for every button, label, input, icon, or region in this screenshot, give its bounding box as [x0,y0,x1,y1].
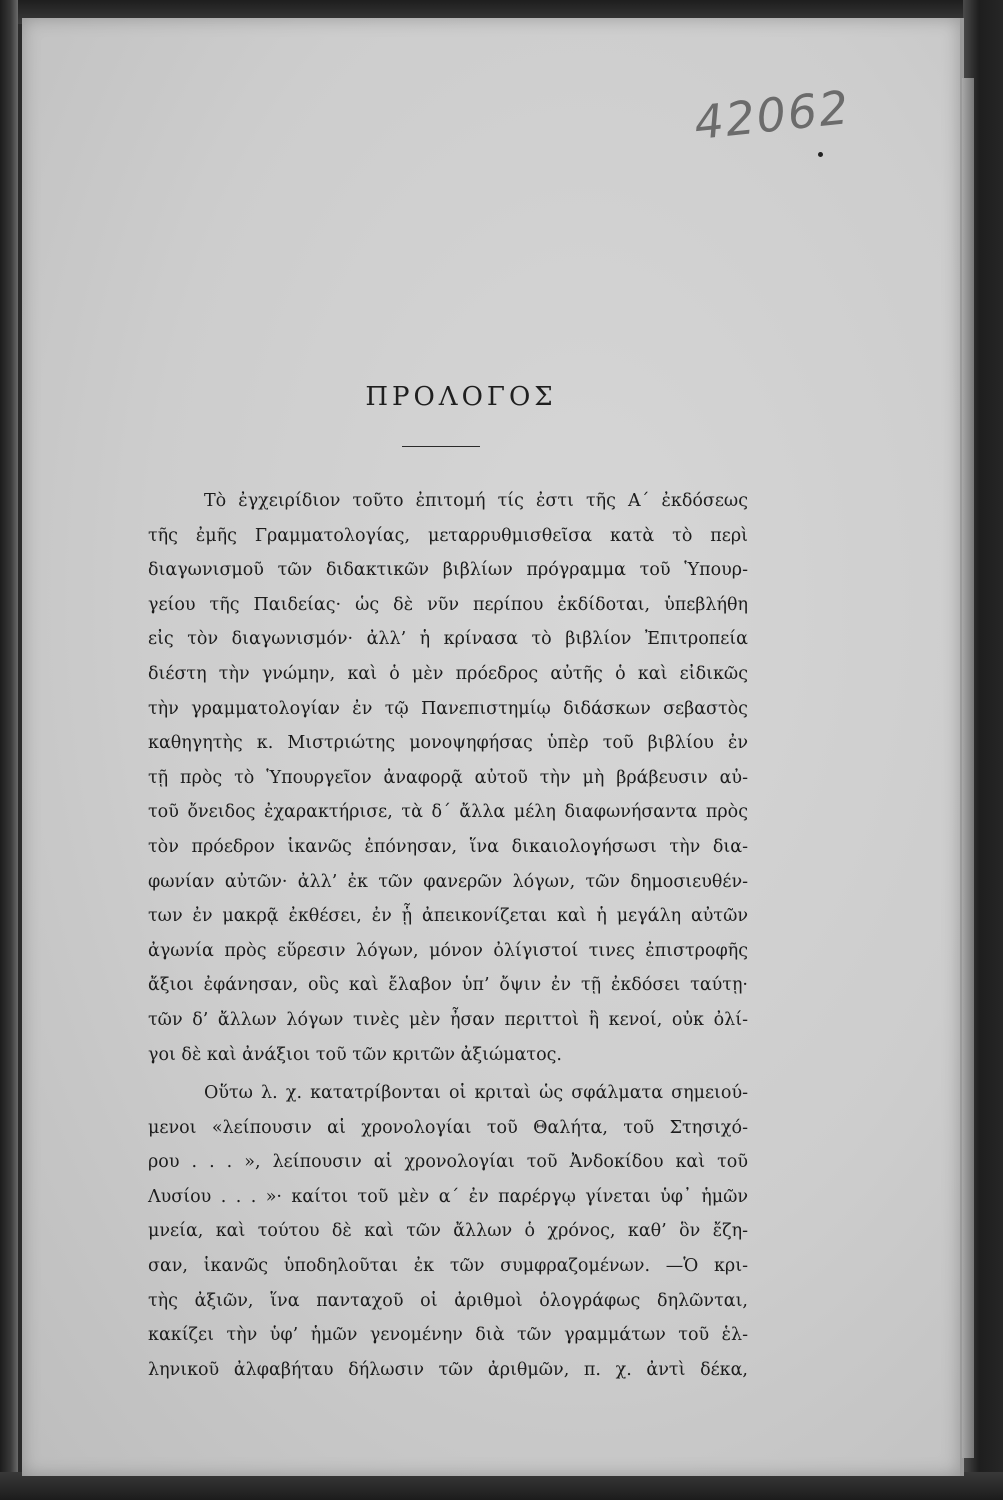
text-line: τῆς ἐμῆς Γραμματολογίας, μεταρρυθμισθεῖσα κατὰ τὸ περὶ [148,525,748,546]
text-line: εἰς τὸν διαγωνισμόν· ἀλλ’ ἡ κρίνασα τὸ βιβλίον Ἐπιτροπεία [148,629,748,650]
text-line: σαν, ἱκανῶς ὑποδηλοῦται ἐκ τῶν συμφραζομένων. —Ὁ κρι- [148,1256,748,1277]
title-rule [402,446,480,447]
text-line: μνεία, καὶ τούτου δὲ καὶ τῶν ἄλλων ὁ χρόνος, καθ’ ὃν ἔζη- [148,1221,748,1242]
page-title: ΠΡΟΛΟΓΟΣ [365,382,557,412]
text-line: ληνικοῦ ἀλφαβήταυ δήλωσιν τῶν ἀριθμῶν, π. χ. ἀντὶ δέκα, [148,1359,748,1380]
page-edge [962,78,974,1458]
handwritten-shelfmark: 42062 [691,79,853,151]
body-text [148,484,748,1387]
text-line: τὸν πρόεδρον ἱκανῶς ἐπόνησαν, ἵνα δικαιολογήσωσι τὴν δια- [148,836,748,857]
text-line: κακίζει τὴν ὑφ’ ἡμῶν γενομένην διὰ τῶν γραμμάτων τοῦ ἑλ- [148,1325,748,1346]
text-line: ἄξιοι ἐφάνησαν, οὓς καὶ ἔλαβον ὑπ’ ὄψιν ἐν τῇ ἐκδόσει ταύτῃ· [148,975,748,996]
document-page [22,18,964,1476]
text-line: ἀγωνία πρὸς εὕρεσιν λόγων, μόνον ὀλίγιστοί τινες ἐπιστροφῆς [148,940,748,961]
scan-frame-left [0,0,18,1500]
text-line: διέστη τὴν γνώμην, καὶ ὁ μὲν πρόεδρος αὐτῆς ὁ καὶ εἰδικῶς [148,663,748,684]
scan-frame-bottom [0,1472,1003,1500]
text-line: τῇ πρὸς τὸ Ὑπουργεῖον ἀναφορᾷ αὐτοῦ τὴν μὴ βράβευσιν αὐ- [148,767,748,788]
text-line: τὴν γραμματολογίαν ἐν τῷ Πανεπιστημίῳ διδάσκων σεβαστὸς [148,698,748,719]
text-line: Λυσίου . . . »· καίτοι τοῦ μὲν α΄ ἐν παρέργῳ γίνεται ὑφ᾿ ἡμῶν [148,1186,748,1207]
text-line: μενοι «λείπουσιν αἱ χρονολογίαι τοῦ Θαλήτα, τοῦ Στησιχό- [148,1117,748,1138]
text-line: των ἐν μακρᾷ ἐκθέσει, ἐν ᾗ ἀπεικονίζεται καὶ ἡ μεγάλη αὐτῶν [148,906,748,927]
text-line: ρου . . . », λείπουσιν αἱ χρονολογίαι τοῦ Ἀνδοκίδου καὶ τοῦ [148,1152,748,1173]
text-line: τὴς ἀξιῶν, ἵνα πανταχοῦ οἱ ἀριθμοὶ ὁλογράφως δηλῶνται, [148,1290,748,1311]
text-line: διαγωνισμοῦ τῶν διδακτικῶν βιβλίων πρόγραμμα τοῦ Ὑπουρ- [148,560,748,581]
text-line: καθηγητὴς κ. Μιστριώτης μονοψηφήσας ὑπὲρ τοῦ βιβλίου ἐν [148,733,748,754]
text-line: τῶν δ’ ἄλλων λόγων τινὲς μὲν ἦσαν περιττοὶ ἢ κενοί, οὐκ ὀλί- [148,1009,748,1030]
text-line: γοι δὲ καὶ ἀνάξιοι τοῦ τῶν κριτῶν ἀξιώματος. [148,1044,562,1065]
text-line: Τὸ ἐγχειρίδιον τοῦτο ἐπιτομή τίς ἐστι τῆς Α΄ ἐκδόσεως [204,491,748,511]
ink-dot [818,152,823,157]
text-line: γείου τῆς Παιδείας· ὡς δὲ νῦν περίπου ἐκδίδοται, ὑπεβλήθη [148,594,748,615]
text-line: Οὕτω λ. χ. κατατρίβονται οἱ κριταὶ ὡς σφάλματα σημειού- [204,1083,748,1104]
text-line: φωνίαν αὐτῶν· ἀλλ’ ἐκ τῶν φανερῶν λόγων, τῶν δημοσιευθέν- [148,871,748,892]
text-line: τοῦ ὄνειδος ἐχαρακτήρισε, τὰ δ΄ ἄλλα μέλη διαφωνήσαντα πρὸς [148,802,748,823]
